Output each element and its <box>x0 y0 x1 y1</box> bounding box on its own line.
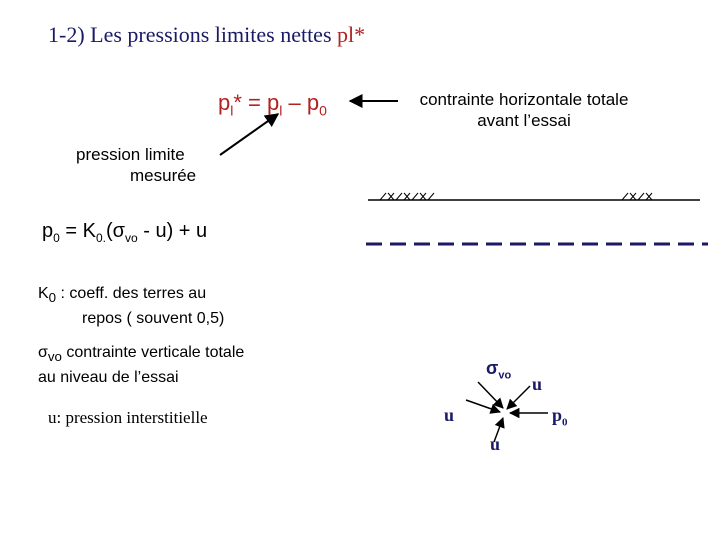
title-highlight: pl* <box>337 22 366 47</box>
u-top-arrow <box>507 386 530 409</box>
u-left-arrow <box>466 400 500 412</box>
p0-equation: $p_0 = K_{0.}(\sigma_{vo} - u) + u$ <box>42 220 208 245</box>
sigma-vo-definition: $\sigma_{vo}$ contrainte verticale totale au niveau de l’essai <box>38 344 245 387</box>
limit-pressure-note: pression limite mesurée <box>76 145 197 185</box>
page-title: 1-2) Les pressions limites nettes pl* <box>48 22 366 47</box>
horizontal-stress-note: contrainte horizontale totale avant l’essai <box>419 90 629 130</box>
net-limit-pressure-formula: $p_l* = p_l - p_0$ <box>218 90 327 119</box>
diagram-u-top: u <box>532 374 543 394</box>
k0-definition: $K_0$ : coeff. des terres au repos ( souvent 0,5) <box>38 285 225 328</box>
sigma-arrow <box>478 382 503 408</box>
u-definition: u: pression interstitielle <box>48 408 208 427</box>
ground-hatch-right <box>622 193 652 200</box>
ground-hatch-left <box>380 193 434 200</box>
diagram-p0-label: $p_0$ <box>552 405 568 429</box>
diagram-u-left: u <box>444 405 455 425</box>
diagram-sigma-label: $\sigma_{vo}$ <box>486 358 512 382</box>
limit-pressure-arrow <box>220 114 278 155</box>
diagram-u-bottom: u <box>490 434 501 454</box>
